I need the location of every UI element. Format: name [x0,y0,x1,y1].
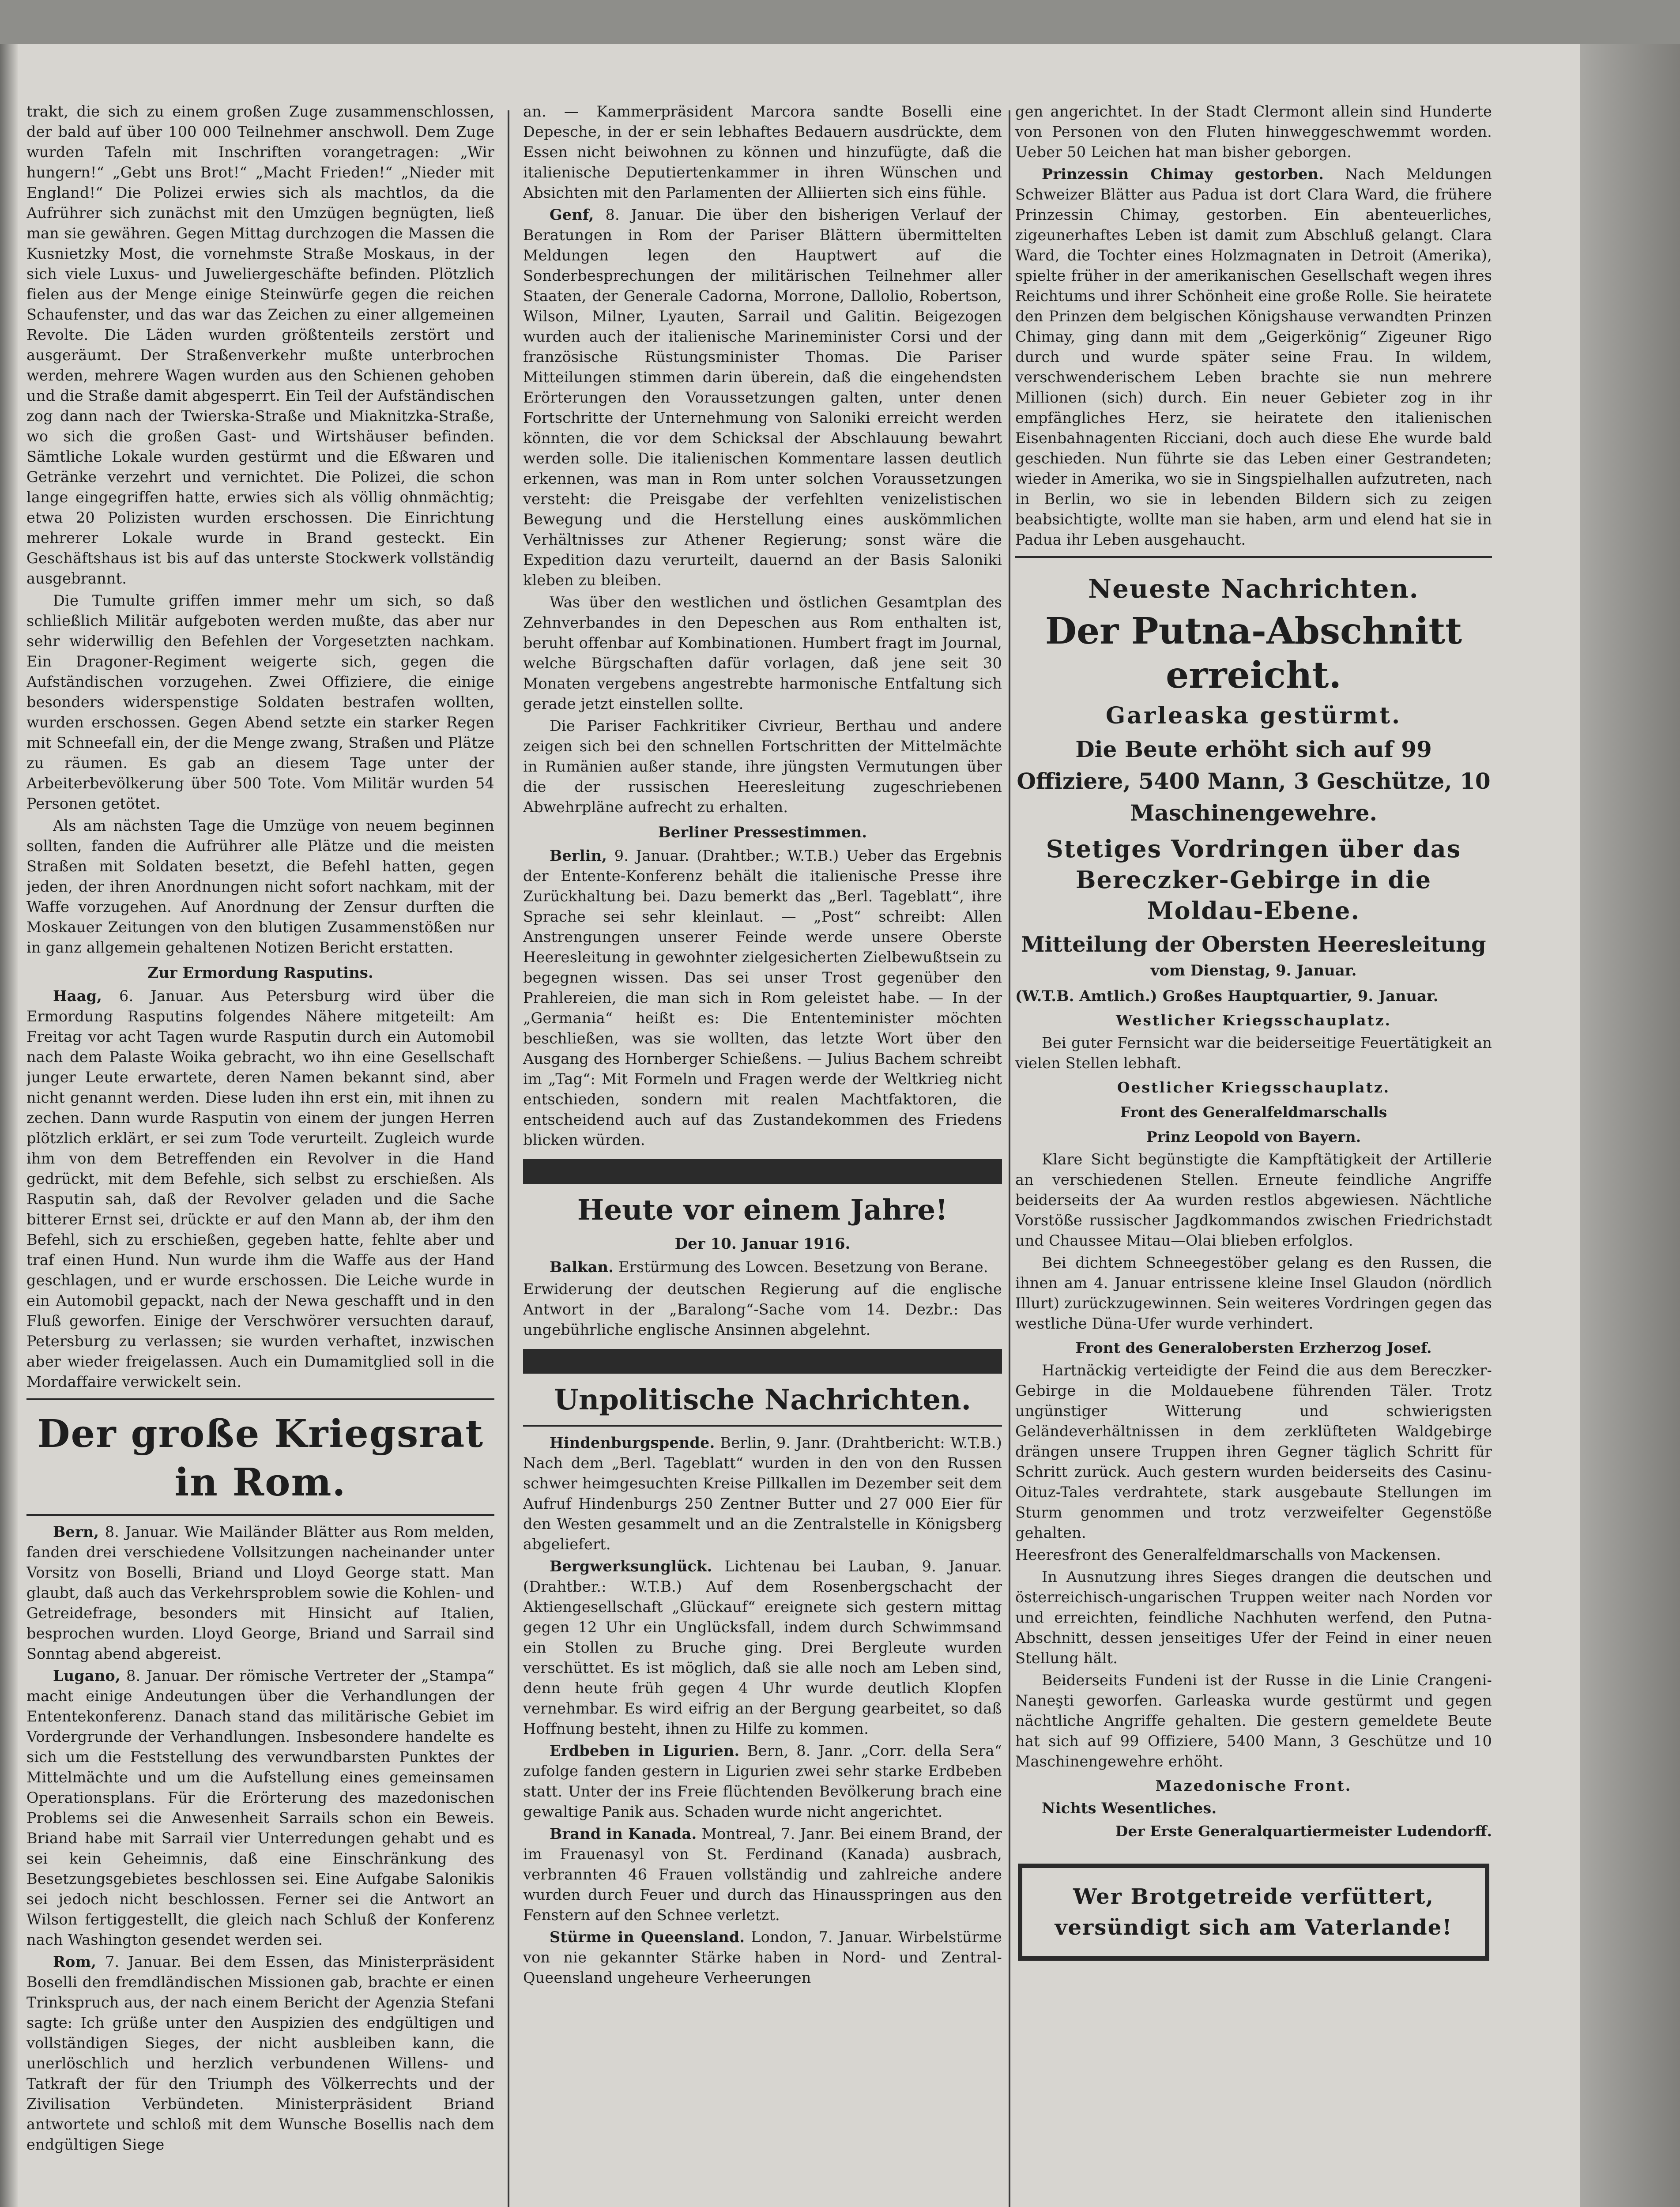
article-body: London, 7. Januar. Wirbelstürme von nie gekannter Stärke haben in Nord- und Zentral-Queensland ungeheure Verheerungen [523,1928,1002,1986]
article-body: Nach Meldungen Schweizer Blätter aus Padua ist dort Clara Ward, die frühere Prinzessin Chimay, gestorben. Ein abenteuerliches, zigeunerhaftes Leben ist damit zum Abschluß gelangt. Clara Ward, die Tochter eines Holzmagnaten in Detroit (Amerika), spielte früher in der amerikanischen Gesellschaft wegen ihres Reichtums und ihrer Schönheit eine große Rolle. Sie heiratete den Prinzen dem belgischen Königshause verwandten Prinzen Chimay, ging dann mit dem „Geigerkönig“ Zigeuner Rigo durch und wurde später seine Frau. In wildem, verschwenderischem Leben brachte sie nun mehrere Millionen (sich) durch. Ein neuer Gebieter zog in ihr empfängliches Herz, sie heiratete den italienischen Eisenbahnagenten Ricciani, doch auch diese Ehe wurde bald geschieden. Nun führte sie das Leben einer Gestrandeten; wieder in Amerika, wo sie in Singspielhallen aufzutreten, nach in Berlin, wo sie in lebenden Bildern sich zu zeigen beabsichtigte, wollte man sie haben, arm und elend hat sie in Padua ihr Leben ausgehaucht. [1015,166,1492,548]
article-body: 8. Januar. Der römische Vertreter der „Stampa“ macht einige Andeutungen über die Verhandlungen der Ententekonferenz. Danach stand das militärische Gebiet im Vordergrunde der Verhandlungen. Insbesondere handelte es sich um die Feststellung des verwundbarsten Punktes der Mittelmächte und um die Aufstellung eines gemeinsamen Operationsplans. Für die Erörterung des mazedonischen Problems sei die Anwesenheit Sarrails schon ein Beweis. Briand habe mit Sarrail vier Unterredungen gehabt und es sei kein Geheimnis, daß eine Einschränkung des Besetzungsgebietes beschlossen sei. Eine Aufgabe Salonikis sei jedoch nicht beschlossen. Ferner sei die Antwort an Wilson fertiggestellt, die gleich nach Schluß der Konferenz nach Washington gesendet werden sei. [26,1667,494,1948]
dateline: Haag, [53,987,102,1005]
page-edge [1580,44,1680,2207]
report-text: Hartnäckig verteidigte der Feind die aus dem Bereczker-Gebirge in die Moldauebene führenden Täler. Trotz ungünstiger Witterung und schwierigsten Geländeverhältnissen in dem zerklüfteten Waldgebirge drängen unsere Truppen ihren Gegner täglich Schritt für Schritt zurück. Auch gestern wurden beiderseits des Casinu-Oituz-Tales verdrahtete, stark ausgebaute Stellungen im Sturm genommen und trotz verzweifelter Gegenstöße gehalten. [1015,1362,1492,1541]
article-text [26,1952,494,2155]
article-text [523,1824,1002,1925]
dateline: Lugano, [53,1667,121,1684]
article-text: an. — Kammerpräsident Marcora sandte Boselli eine Depesche, in der er sein lebhaftes Bedauern ausdrückte, dem Essen nicht beiwohnen zu können und hinzufügte, daß die italienische Deputiertenkammer in ihren Wünschen und Absichten mit den Parlamenten der Alliierten sich eins fühle. [523,103,1002,201]
article-text [523,1741,1002,1822]
article-text [26,986,494,1392]
article-body: Montreal, 7. Janr. Bei einem Brand, der im Frauenasyl von St. Ferdinand (Kanada) ausbrach, verbrannten 46 Frauen vollständig und zahlreiche andere wurden durch Feuer und durch das Hinausspringen aus den Fenstern auf den Schnee verletzt. [523,1825,1002,1924]
dateline: Balkan. [550,1258,614,1276]
article-body: Berlin, 9. Janr. (Drahtbericht: W.T.B.) Nach dem „Berl. Tageblatt“ wurden in den von den Russen schwer heimgesuchten Kreise Pillkallen im Dezember seit dem Aufruf Hindenburgs 250 Zentner Butter und 27 000 Eier für den Westen gesammelt und an die Zentralstelle in Königsberg abgeliefert. [523,1434,1002,1553]
article-text [523,205,1002,591]
article-text [26,1666,494,1950]
article-text [26,1522,494,1664]
dateline: Genf, [550,206,594,223]
front-heading: Mazedonische Front. [1155,1777,1352,1794]
subheadline: Die Beute erhöht sich auf 99 Offiziere, 5400 Mann, 3 Geschütze, 10 Maschinengewehre. [1017,736,1491,826]
article-body: 6. Januar. Aus Petersburg wird über die Ermordung Rasputins folgendes Nähere mitgeteilt: Am Freitag vor acht Tagen wurde Rasputin durch ein Automobil nach dem Palaste Woika gebracht, wo ihn eine Gesellschaft junger Leute erwartete, deren Namen bekannt sind, aber nicht genannt werden. Diese luden ihn erst ein, mit ihnen zu zechen. Dann wurde Rasputin von einem der jungen Herren plötzlich erklärt, er sei zum Tode verurteilt. Zugleich wurde ihm von dem Betreffenden ein Revolver in die Hand gedrückt, mit dem Befehle, sich selbst zu erschießen. Als Rasputin sah, daß der Revolver geladen und die Sache bitterer Ernst sei, drückte er auf den Mann ab, der ihm den Befehl, sich zu erschießen, gegeben hatte, fehlte aber und traf einen Hund. Nun wurde ihm die Waffe aus der Hand geschlagen, und er wurde erschossen. Die Leiche wurde in ein Automobil gepackt, nach der Newa geschafft und in den Fluß geworfen. Einige der Verschwörer versuchten darauf, Petersburg zu verlassen; sie wurden verhaftet, inzwischen aber wieder freigelassen. Auch ein Dumamitglied soll in die Mordaffaire verwickelt sein. [26,987,494,1390]
divider [26,1398,494,1400]
subheading: Der 10. Januar 1916. [674,1235,851,1253]
article-text [523,1927,1002,1988]
subheadline: Garleaska gestürmt. [1105,702,1402,729]
dateline: Berlin, [550,847,607,864]
article-text [523,1257,1002,1277]
front-subheading: Front des Generalfeldmarschalls [1120,1104,1387,1121]
subheadline: Stetiges Vordringen über das Bereczker-Gebirge in die Moldau-Ebene. [1046,835,1462,925]
report-text: Bei dichtem Schneegestöber gelang es den Russen, die ihnen am 4. Januar entrissene kleine Insel Glaudon (nördlich Illurt) zurückzugewinnen. Sein weiteres Vordringen gegen das westliche Düna-Ufer wurde verhindert. [1015,1254,1492,1332]
signature: Der Erste Generalquartiermeister Ludendorff. [1115,1823,1492,1840]
report-text: Beiderseits Fundeni ist der Russe in die Linie Crangeni-Naneşti geworfen. Garleaska wurde gestürmt und gegen nächtliche Angriffe gehalten. Die gestern gemeldete Beute hat sich auf 99 Offiziere, 5400 Mann, 3 Geschütze und 10 Maschinengewehre erhöht. [1015,1672,1492,1770]
article-body: Erstürmung des Lowcen. Besetzung von Berane. [614,1258,988,1276]
newspaper-page [0,44,1580,2207]
report-text: In Ausnutzung ihres Sieges drangen die deutschen und österreichisch-ungarischen Truppen weiter nach Norden vor und erreichten, feindliche Nachhuten werfend, den Putna-Abschnitt, dessen jenseitiges Ufer der Feind in einer neuen Stellung hält. [1015,1568,1492,1667]
dateline: Prinzessin Chimay gestorben. [1042,166,1324,183]
article-body: 8. Januar. Die über den bisherigen Verlauf der Beratungen in Rom der Pariser Blättern übermittelten Meldungen legen den Hauptwert auf die Sonderbesprechungen der militärischen Teilnehmer aller Staaten, der Generale Cadorna, Morrone, Dallolio, Robertson, Wilson, Milner, Lyauten, Sarrail und Galitin. Beigezogen wurden auch der italienische Marineminister Corsi und der französische Rüstungsminister Thomas. Die Pariser Mitteilungen stimmen darin überein, daß die eingehendsten Erörterungen den Voraussetzungen galten, unter denen Fortschritte der Unternehmung von Saloniki erreicht werden könnten, die vor dem Schicksal der Abschlauung bewahrt werden solle. Die italienischen Kommentare lassen deutlich erkennen, was man in Rom unter solchen Voraussetzungen versteht: die Preisgabe der verfehlten venizelistischen Bewegung und die Herstellung eines auskömmlichen Verhältnisses zur Athener Regierung; sonst wäre die Expedition dazu verurteilt, dauernd an der Basis Saloniki kleben zu bleiben. [523,206,1002,589]
article-text [523,1433,1002,1555]
column-middle [523,102,1002,1990]
report-text: Klare Sicht begünstigte die Kampftätigkeit der Artillerie an verschiedenen Stellen. Erneute feindliche Angriffe beiderseits der Aa wurden restlos abgewiesen. Nächtliche Vorstöße russischer Jagdkommandos zwischen Friedrichstadt und Chaussee Mitau—Olai blieben erfolglos. [1015,1151,1492,1249]
front-heading: Oestlicher Kriegsschauplatz. [1117,1079,1390,1096]
article-text: Was über den westlichen und östlichen Gesamtplan des Zehnverbandes in den Depeschen aus Rom enthalten ist, beruht offenbar auf Kombinationen. Humbert fragt im Journal, welche Bürgschaften dafür vorlagen, daß jene seit 30 Monaten vergebens angestrebte harmonische Entfaltung sich gerade jetzt einstellen sollte. [523,594,1002,712]
divider-band [523,1349,1002,1374]
article-body: Lichtenau bei Lauban, 9. Januar. (Drahtber.: W.T.B.) Auf dem Rosenbergschacht der Aktiengesellschaft „Glückauf“ ereignete sich gestern mittag gegen 12 Uhr ein Unglücksfall, indem durch Schwimmsand ein Stollen zu Bruche ging. Drei Bergleute wurden verschüttet. Es ist möglich, daß sie alle noch am Leben sind, denn heute früh gegen 4 Uhr wurde deutlich Klopfen vernehmbar. Es wird eifrig an der Bergung gearbeitet, so daß Hoffnung besteht, ihnen zu Hilfe zu kommen. [523,1558,1002,1737]
article-text [1015,164,1492,550]
dateline: Stürme in Queensland. [550,1928,745,1946]
front-heading: Westlicher Kriegsschauplatz. [1116,1012,1391,1029]
subheading: Berliner Pressestimmen. [658,824,867,841]
dateline: Hindenburgspende. [550,1434,715,1451]
article-body: Bern, 8. Janr. „Corr. della Sera“ zufolge fanden gestern in Ligurien zwei sehr starke Erdbeben statt. Unter der ins Freie flüchtenden Bevölkerung brach eine gewaltige Panik aus. Schaden wurde nicht angerichtet. [523,1742,1002,1820]
dateline: Erdbeben in Ligurien. [550,1742,740,1759]
dateline: Brand in Kanada. [550,1825,697,1842]
divider [523,1425,1002,1427]
column-left [26,102,494,2157]
notice-box: Wer Brotgetreide verfüttert, versündigt sich am Vaterlande! [1018,1864,1489,1961]
page-binding [0,44,18,2207]
article-body: 7. Januar. Bei dem Essen, das Ministerpräsident Boselli den fremdländischen Missionen gab, brachte er einen Trinkspruch aus, der nach einem Bericht der Agenzia Stefani sagte: Ich grüße unter den Auspizien des endgültigen und vollständigen Sieges, der nicht ausbleiben kann, die unerlöschlich und herzlich verbundenen Willens- und Tatkraft der für den Triumph des Völkerrechts und der Zivilisation Verbündeten. Ministerpräsident Briand antwortete und schloß mit dem Wunsche Bosellis nach dem endgültigen Siege [26,1953,494,2153]
front-subheading: Prinz Leopold von Bayern. [1146,1128,1361,1145]
dateline: Bern, [53,1523,99,1540]
dateline: Bergwerksunglück. [550,1558,712,1575]
dateline: Rom, [53,1953,97,1970]
divider [1015,556,1492,558]
article-text: Die Tumulte griffen immer mehr um sich, so daß schließlich Militär aufgeboten werden mußte, das aber nur sehr widerwillig den Befehlen der Vorgesetzten nachkam. Ein Dragoner-Regiment weigerte sich, gegen die Aufständischen vorzugehen. Zwei Offiziere, die einige besonders widerspenstige Soldaten bestrafen wollten, wurden erschossen. Gegen Abend setzte ein starker Regen mit Schneefall ein, der die Menge zwang, Straßen und Plätze zu räumen. Es gab an diesem Tage unter der Arbeiterbevölkerung über 500 Tote. Vom Militär wurden 54 Personen getötet. [26,592,494,812]
report-source: (W.T.B. Amtlich.) Großes Hauptquartier, 9. Januar. [1015,987,1439,1005]
report-title: Mitteilung der Obersten Heeresleitung [1021,932,1486,957]
column-rule [508,110,509,2207]
report-text: Nichts Wesentliches. [1042,1800,1217,1817]
article-text: Die Pariser Fachkritiker Civrieur, Berthau und andere zeigen sich bei den schnellen Fortschritten der Mittelmächte in Rumänien außer stande, ihre jüngsten Vermutungen über die der russischen Heeresleitung zugeschriebenen Abwehrpläne aufrecht zu erhalten. [523,717,1002,816]
headline: Der Putna-Abschnitt erreicht. [1045,610,1462,697]
subheading: Zur Ermordung Rasputins. [147,964,373,982]
front-heading: Front des Generalobersten Erzherzog Josef. [1075,1339,1432,1356]
article-text: Erwiderung der deutschen Regierung auf die englische Antwort in der „Baralong“-Sache vom 14. Dezbr.: Das ungebührliche englische Ansinnen abgelehnt. [523,1281,1002,1338]
headline: Unpolitische Nachrichten. [554,1383,971,1416]
article-text [523,846,1002,1150]
column-right [1015,102,1492,1961]
article-text [523,1556,1002,1739]
report-date: vom Dienstag, 9. Januar. [1150,962,1357,979]
article-text: trakt, die sich zu einem großen Zuge zusammenschlossen, der bald auf über 100 000 Teilnehmer anschwoll. Dem Zuge wurden Tafeln mit Inschriften vorangetragen: „Wir hungern!“ „Gebt uns Brot!“ „Macht Frieden!“ „Nieder mit England!“ Die Polizei erwies sich als machtlos, da die Aufrührer sich zunächst mit den Umzügen begnügten, ließ man sie gewähren. Gegen Mittag durchzogen die Massen die Kusnietzky Most, die vornehmste Straße Moskaus, in der sich viele Luxus- und Juweliergeschäfte befinden. Plötzlich fielen aus der Menge einige Steinwürfe gegen die reichen Schaufenster, und das war das Zeichen zu einer allgemeinen Revolte. Die Läden wurden größtenteils zerstört und ausgeräumt. Der Straßenverkehr mußte unterbrochen werden, mehrere Wagen wurden aus den Schienen gehoben und die Straße damit abgesperrt. Ein Teil der Aufständischen zog dann nach der Twierska-Straße und Miaknitzka-Straße, wo sich die großen Gast- und Wirtshäuser befinden. Sämtliche Lokale wurden gestürmt und die Eßwaren und Getränke verzehrt und vernichtet. Die Polizei, die schon lange eingegriffen hatte, erwies sich als völlig ohnmächtig; etwa 20 Polizisten wurden erschossen. Die Einrichtung mehrerer Lokale wurde in Brand gesteckt. Ein Geschäftshaus ist bis auf das unterste Stockwerk vollständig ausgebrannt. [26,103,494,587]
article-text: Als am nächsten Tage die Umzüge von neuem beginnen sollten, fanden die Aufrührer alle Plätze und die meisten Straßen mit Soldaten besetzt, die Befehl hatten, gegen jeden, der ihren Anordnungen nicht sofort nachkam, mit der Waffe vorzugehen. Auf Anordnung der Zensur durften die Moskauer Zeitungen von den blutigen Zusammenstößen nur in ganz allgemein gehaltenen Notizen Bericht erstatten. [26,817,494,956]
section-heading: Neueste Nachrichten. [1088,574,1419,604]
headline: Heute vor einem Jahre! [577,1194,948,1227]
report-text: Bei guter Fernsicht war die beiderseitige Feuertätigkeit an vielen Stellen lebhaft. [1015,1034,1492,1072]
divider [26,1514,494,1516]
report-text: Heeresfront des Generalfeldmarschalls von Mackensen. [1015,1546,1441,1563]
article-text: gen angerichtet. In der Stadt Clermont allein sind Hunderte von Personen von den Fluten hinweggeschwemmt worden. Ueber 50 Leichen hat man bisher geborgen. [1015,103,1492,161]
column-rule [1009,110,1010,2207]
article-body: 9. Januar. (Drahtber.; W.T.B.) Ueber das Ergebnis der Entente-Konferenz behält die italienische Presse ihre Zurückhaltung bei. Dazu bemerkt das „Berl. Tageblatt“, ihre Sprache sei sehr kleinlaut. — „Post“ schreibt: Allen Anstrengungen unserer Feinde werde unsere Oberste Heeresleitung in gewohnter zielgesicherten Zielbewußtsein zu begegnen wissen. Das sei unser Trost gegenüber den Prahlereien, die man sich in Rom geleistet habe. — In der „Germania“ heißt es: Die Ententeminister möchten beschließen, was sie wollten, das letzte Wort über den Ausgang des Hornberger Schießens. — Julius Bachem schreibt im „Tag“: Mit Formeln und Fragen werde der Weltkrieg nicht entschieden, sondern mit realen Machtfaktoren, die entscheidend auch auf das Zustandekommen des Friedens blicken würden. [523,847,1002,1149]
article-body: 8. Januar. Wie Mailänder Blätter aus Rom melden, fanden drei verschiedene Vollsitzungen nacheinander unter Vorsitz von Boselli, Briand und Lloyd George statt. Man glaubt, daß auch das Verkehrsproblem sowie die Kohlen- und Getreidefrage, besonders mit Hinsicht auf Italien, besprochen wurden. Lloyd George, Briand und Sarrail sind Sonntag abend abgereist. [26,1523,494,1662]
divider-band [523,1159,1002,1184]
headline: Der große Kriegsrat in Rom. [37,1412,484,1505]
